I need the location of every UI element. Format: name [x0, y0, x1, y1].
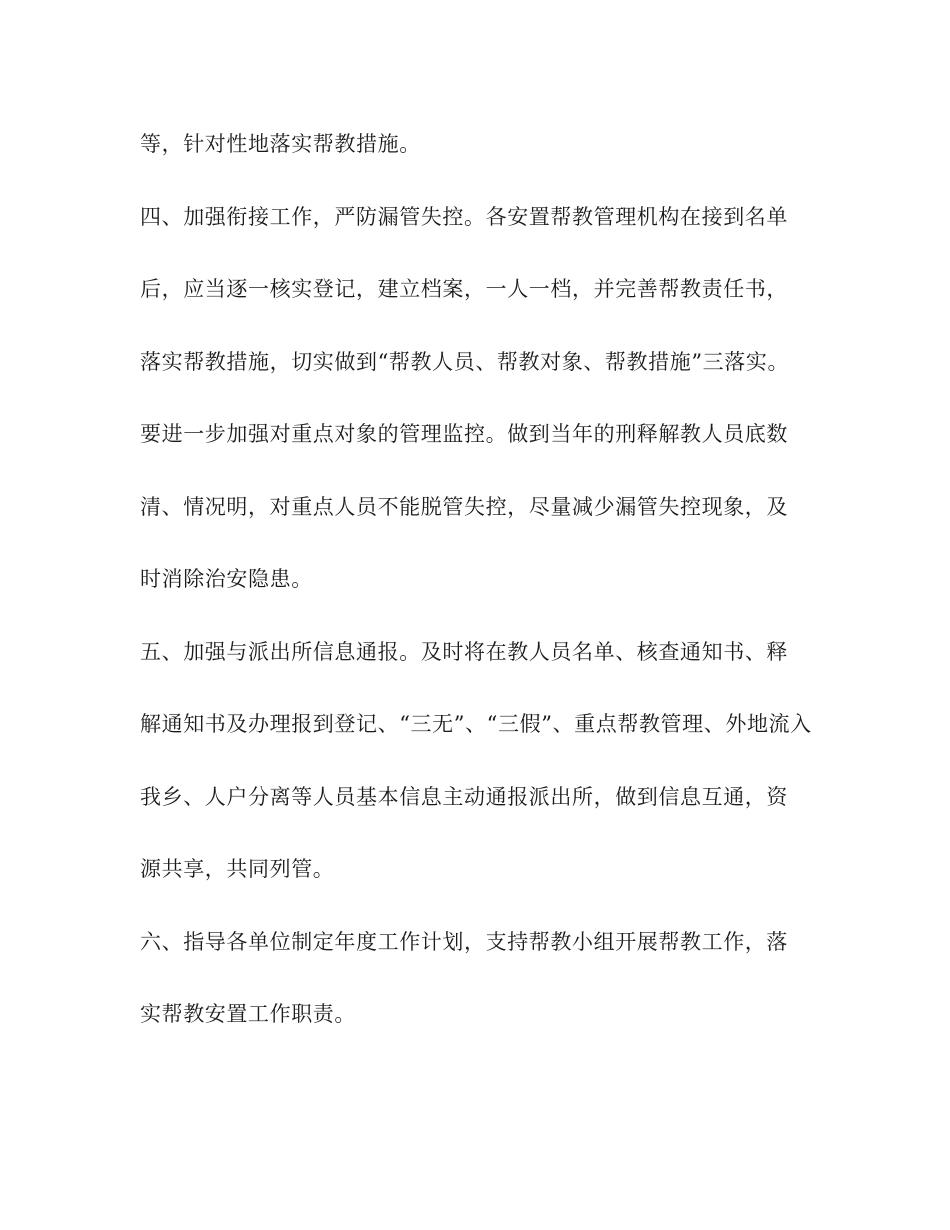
text-line: 四、加强衔接工作，严防漏管失控。各安置帮教管理机构在接到名单 [140, 204, 788, 229]
text-line: 时消除治安隐患。 [140, 567, 313, 591]
text-line: 解通知书及办理报到登记、“三无”、“三假”、重点帮教管理、外地流入 [140, 712, 812, 736]
text-line: 等，针对性地落实帮教措施。 [140, 132, 421, 156]
text-line: 六、指导各单位制定年度工作计划，支持帮教小组开展帮教工作，落 [140, 929, 788, 954]
text-line: 我乡、人户分离等人员基本信息主动通报派出所，做到信息互通，资 [140, 784, 788, 809]
text-line: 实帮教安置工作职责。 [140, 1002, 356, 1026]
document-body [140, 108, 820, 1051]
text-line: 源共享，共同列管。 [140, 857, 335, 881]
text-line: 五、加强与派出所信息通报。及时将在教人员名单、核查通知书、释 [140, 639, 788, 664]
text-line: 落实帮教措施，切实做到“帮教人员、帮教对象、帮教措施”三落实。 [140, 349, 790, 374]
text-line: 清、情况明，对重点人员不能脱管失控，尽量减少漏管失控现象，及 [140, 494, 788, 519]
text-line: 后，应当逐一核实登记，建立档案，一人一档，并完善帮教责任书， [140, 277, 788, 301]
text-line: 要进一步加强对重点对象的管理监控。做到当年的刑释解教人员底数 [140, 422, 788, 446]
